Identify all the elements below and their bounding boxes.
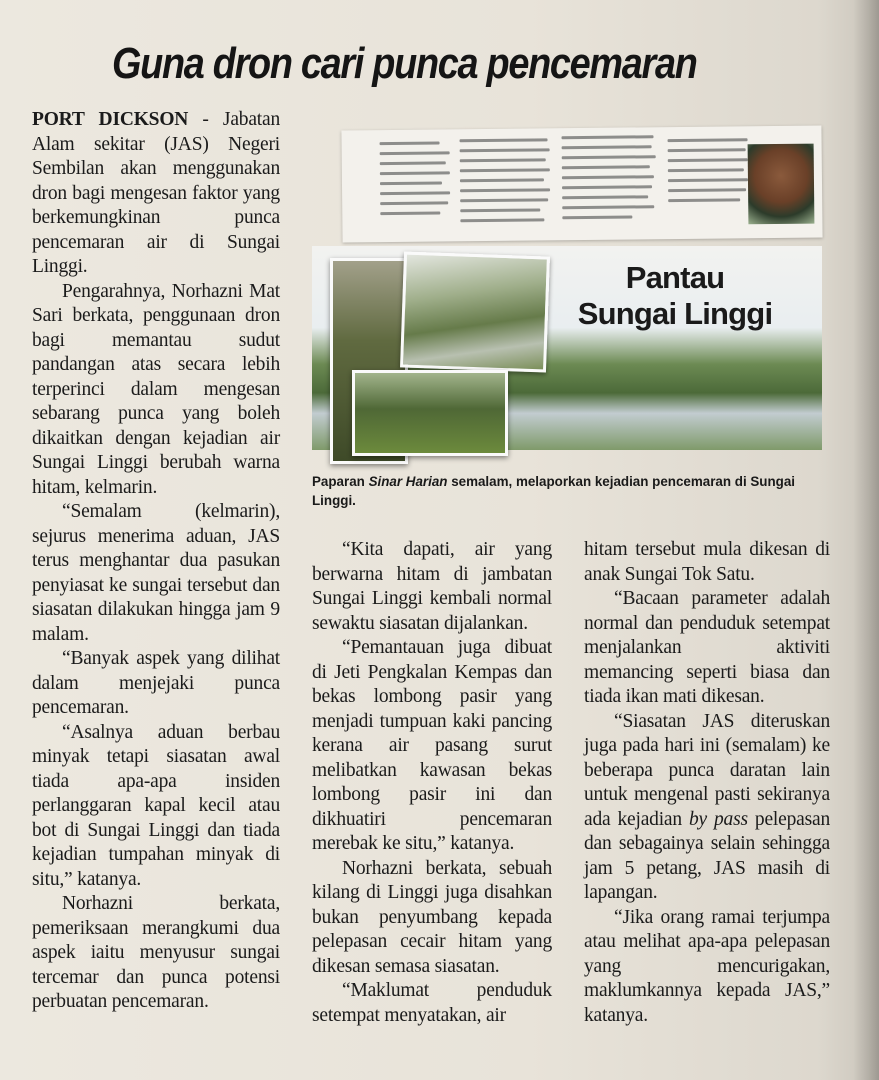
paragraph: “Maklumat penduduk setempat menyatakan, air: [312, 980, 552, 1026]
paragraph: “Kita dapati, air yang berwarna hitam di jambatan Sungai Linggi kembali normal sewaktu siasatan dijalankan.: [312, 539, 552, 634]
photo-caption: [312, 472, 822, 510]
portrait-photo: [748, 144, 815, 225]
italic-term: by pass: [688, 808, 748, 830]
lead-text: - Jabatan Alam sekitar (JAS) Negeri Sembilan akan menggunakan dron bagi mengesan faktor yang berkemungkinan punca pencemaran air di Sungai Linggi.: [32, 109, 281, 277]
paragraph: Pengarahnya, Norhazni Mat Sari berkata, penggunaan dron bagi memantau sudut pandangan atas secara lebih terperinci dalam mengesan sebarang punca yang boleh dikaitkan dengan kejadian air Sungai Linggi berubah warna hitam, kelmarin.: [32, 280, 280, 498]
paragraph: [584, 710, 830, 906]
paragraph: “Bacaan parameter adalah normal dan penduduk setempat menjalankan aktiviti memancing seperti biasa dan tiada ikan mati dikesan.: [584, 588, 830, 707]
page-fold-shadow: [853, 0, 879, 1080]
paragraph: hitam tersebut mula dikesan di anak Sungai Tok Satu.: [584, 539, 830, 585]
newspaper-clipping-image: [341, 125, 822, 242]
paragraph: “Jika orang ramai terjumpa atau melihat apa-apa pelepasan yang mencurigakan, maklumkannya kepada JAS,” katanya.: [584, 906, 830, 1026]
riverbank-photo: [352, 370, 508, 456]
river-aerial-photo: [400, 251, 550, 372]
article-column-2: [312, 538, 552, 1028]
paragraph: Norhazni berkata, sebuah kilang di Linggi juga disahkan bukan penyumbang kepada pelepasan cecair hitam yang dikesan semasa siasatan.: [312, 857, 552, 977]
paragraph: “Banyak aspek yang dilihat dalam menjejaki punca pencemaran.: [32, 648, 280, 718]
caption-text: semalam, melaporkan kejadian pencemaran di Sungai Linggi.: [312, 474, 796, 508]
paragraph: Norhazni berkata, pemeriksaan merangkumi dua aspek iaitu menyusur sungai tercemar dan punca potensi perbuatan pencemaran.: [32, 893, 280, 1012]
photo-title-line-1: Pantau: [625, 260, 725, 295]
photo-title-line-2: Sungai Linggi: [577, 296, 773, 331]
article-column-1: [32, 108, 280, 1015]
caption-publication-name: Sinar Harian: [368, 474, 448, 489]
photo-collage: [312, 128, 822, 450]
dateline: PORT DICKSON: [32, 109, 189, 130]
article-column-3: [584, 538, 830, 1028]
paragraph-text: “Siasatan JAS diteruskan juga pada hari ini (semalam) ke beberapa punca daratan lain untuk mengenal pasti sekiranya ada kejadian: [584, 710, 830, 830]
lead-paragraph: [32, 108, 280, 280]
photo-title: [570, 260, 780, 332]
paragraph: “Asalnya aduan berbau minyak tetapi siasatan awal tiada apa-apa insiden perlanggaran kapal kecil atau bot di Sungai Linggi dan tiada kejadian tumpahan minyak di situ,” katanya.: [32, 721, 280, 890]
headline: Guna dron cari punca pencemaran: [112, 39, 697, 88]
paragraph-text: pelepasan dan sebagainya selain sehingga jam 5 petang, JAS masih di lapangan.: [584, 808, 830, 903]
caption-text: Paparan: [312, 474, 369, 489]
paragraph: “Pemantauan juga dibuat di Jeti Pengkalan Kempas dan bekas lombong pasir yang menjadi tumpuan kaki pancing kerana air pasang surut melibatkan kawasan bekas lombong pasir ini dan dikhuatiri pencemaran merebak ke situ,” katanya.: [312, 637, 552, 854]
paragraph: “Semalam (kelmarin), sejurus menerima aduan, JAS terus menghantar dua pasukan penyiasat ke sungai tersebut dan siasatan dilakukan hingga jam 9 malam.: [32, 501, 280, 645]
